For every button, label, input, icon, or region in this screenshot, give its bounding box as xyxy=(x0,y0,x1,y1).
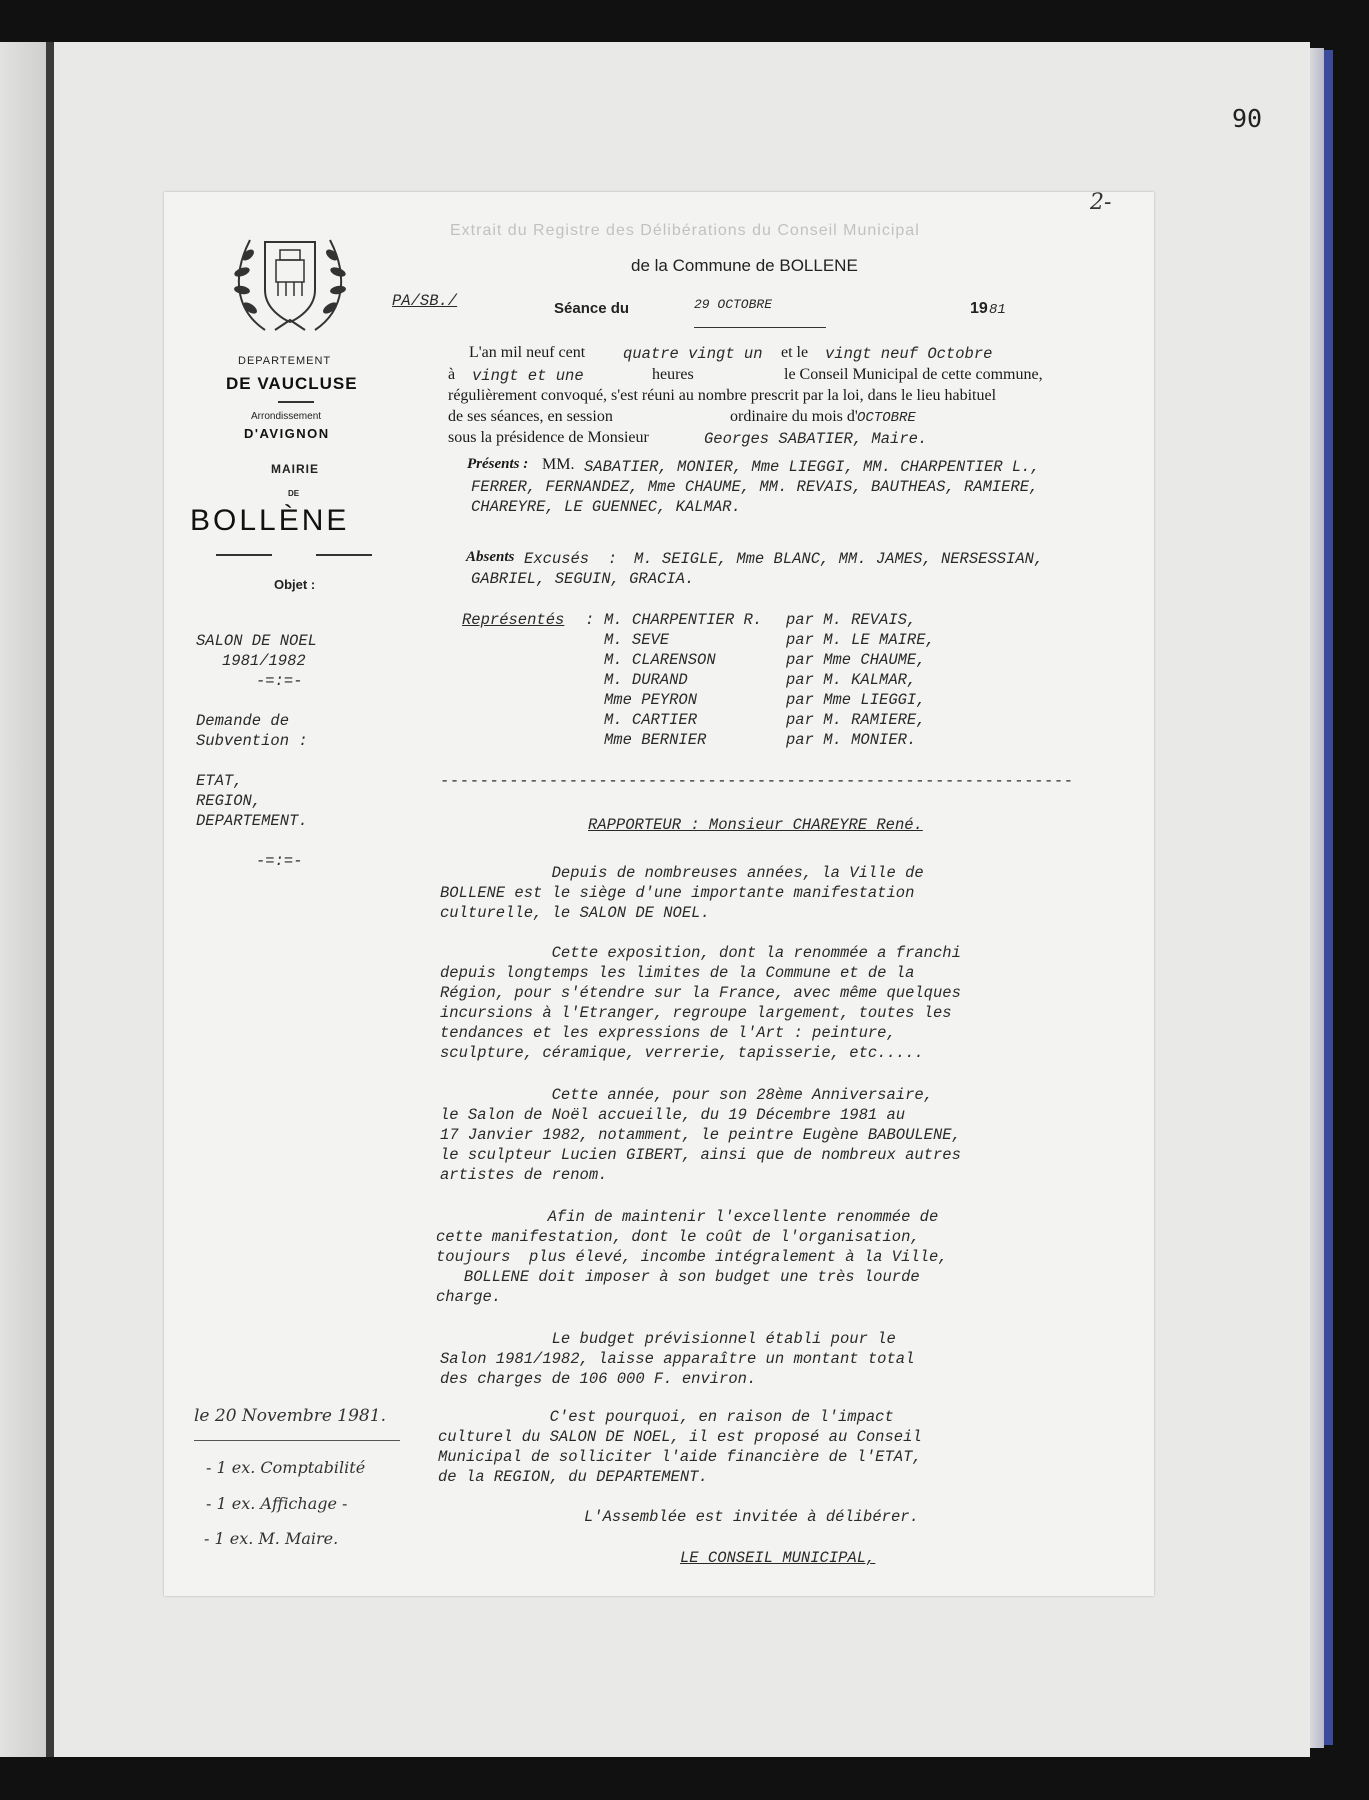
preamble-5b: Georges SABATIER, Maire. xyxy=(704,430,928,448)
body-line: culturelle, le SALON DE NOEL. xyxy=(440,904,710,922)
year-suffix: 81 xyxy=(989,302,1006,318)
body-line: toujours plus élevé, incombe intégralement à la Ville, xyxy=(436,1248,948,1266)
de-label: DE xyxy=(288,489,300,498)
handwritten-date: le 20 Novembre 1981. xyxy=(194,1406,386,1426)
cover-edge xyxy=(1324,50,1333,1745)
represented-by: par M. LE MAIRE, xyxy=(786,631,935,649)
preamble-1c: et le xyxy=(781,344,809,361)
page-edges xyxy=(1310,48,1324,1748)
arrondissement-label: Arrondissement xyxy=(251,411,322,422)
departement-label: DEPARTEMENT xyxy=(238,355,332,367)
body-line: culturel du SALON DE NOEL, il est proposé au Conseil xyxy=(438,1428,922,1446)
conseil-municipal: LE CONSEIL MUNICIPAL, xyxy=(680,1549,876,1567)
preamble-4b: ordinaire du mois d' xyxy=(730,408,858,425)
preamble-5a: sous la présidence de Monsieur xyxy=(448,429,649,446)
body-line: Région, pour s'étendre sur la France, avec même quelques xyxy=(440,984,961,1002)
presents-label: Présents : xyxy=(467,456,529,472)
subject-line-2: 1981/1982 xyxy=(222,652,306,670)
body-line: le Salon de Noël accueille, du 19 Décembre 1981 au xyxy=(440,1106,906,1124)
preamble-4c: OCTOBRE xyxy=(857,410,916,426)
represented-member: Mme PEYRON xyxy=(604,691,698,709)
body-line: le sculpteur Lucien GIBERT, ainsi que de nombreux autres xyxy=(440,1146,961,1164)
objet-label: Objet : xyxy=(274,577,316,592)
year-prefix: 19 xyxy=(970,300,988,317)
extract-title-faded: Extrait du Registre des Délibérations du Conseil Municipal xyxy=(450,222,920,239)
subject-separator: -=:=- xyxy=(256,672,303,690)
represented-member: M. SEVE xyxy=(604,631,670,649)
coat-of-arms-icon xyxy=(220,220,360,340)
commune-heading: de la Commune de BOLLENE xyxy=(631,256,858,275)
preamble-2a: à xyxy=(448,366,456,383)
represented-by: par M. REVAIS, xyxy=(786,611,917,629)
body-line: Municipal de solliciter l'aide financière de l'ETAT, xyxy=(438,1448,922,1466)
absents-line-1: M. SEIGLE, Mme BLANC, MM. JAMES, NERSESSIAN, xyxy=(634,550,1044,568)
subject-line-5: ETAT, xyxy=(196,772,243,790)
preamble-1b: quatre vingt un xyxy=(623,345,763,363)
preamble-2b: vingt et une xyxy=(472,367,584,385)
body-line: depuis longtemps les limites de la Commune et de la xyxy=(440,964,915,982)
presents-line-2: FERRER, FERNANDEZ, Mme CHAUME, MM. REVAIS, BAUTHEAS, RAMIERE, xyxy=(471,478,1039,496)
represented-by: par Mme LIEGGI, xyxy=(786,691,926,709)
represented-by: par M. KALMAR, xyxy=(786,671,917,689)
handwritten-copy-3: - 1 ex. M. Maire. xyxy=(204,1529,339,1548)
subject-line-3: Demande de xyxy=(196,712,290,730)
subject-line-7: DEPARTEMENT. xyxy=(196,812,308,830)
body-line: Cette exposition, dont la renommée a franchi xyxy=(440,944,961,962)
section-divider: ---------------------------------------------------------------- xyxy=(440,772,1074,790)
subject-separator-2: -=:=- xyxy=(256,852,303,870)
book-spine xyxy=(46,42,54,1757)
seance-label: Séance du xyxy=(554,300,630,317)
page-number: 90 xyxy=(1232,104,1263,133)
preamble-1d: vingt neuf Octobre xyxy=(825,345,993,363)
presents-line-3: CHAREYRE, LE GUENNEC, KALMAR. xyxy=(471,498,741,516)
reference-code: PA/SB./ xyxy=(392,292,458,310)
preamble-1a: L'an mil neuf cent xyxy=(469,344,586,361)
body-line: BOLLENE est le siège d'une importante manifestation xyxy=(440,884,915,902)
body-line: sculpture, céramique, verrerie, tapisserie, etc..... xyxy=(440,1044,924,1062)
invite-deliberer: L'Assemblée est invitée à délibérer. xyxy=(584,1508,919,1526)
represented-by: par M. RAMIERE, xyxy=(786,711,926,729)
body-line: incursions à l'Etranger, regroupe largement, toutes les xyxy=(440,1004,952,1022)
body-line: de la REGION, du DEPARTEMENT. xyxy=(438,1468,708,1486)
body-line: Salon 1981/1982, laisse apparaître un montant total xyxy=(440,1350,915,1368)
handwritten-copy-1: - 1 ex. Comptabilité xyxy=(206,1458,366,1477)
handwritten-copy-2: - 1 ex. Affichage - xyxy=(206,1494,348,1513)
arrondissement-name: D'AVIGNON xyxy=(244,426,330,441)
body-line: des charges de 106 000 F. environ. xyxy=(440,1370,757,1388)
subject-line-4: Subvention : xyxy=(196,732,308,750)
body-line: Le budget prévisionnel établi pour le xyxy=(440,1330,896,1348)
represented-member: M. CHARPENTIER R. xyxy=(604,611,763,629)
presents-mm: MM. xyxy=(542,456,575,473)
represented-member: M. CARTIER xyxy=(604,711,698,729)
mairie-label: MAIRIE xyxy=(271,462,319,476)
representes-label: Représentés xyxy=(462,611,565,629)
presents-line-1: SABATIER, MONIER, Mme LIEGGI, MM. CHARPENTIER L., xyxy=(584,458,1040,476)
left-page xyxy=(0,42,46,1757)
rapporteur: RAPPORTEUR : Monsieur CHAREYRE René. xyxy=(588,816,923,834)
body-line: Cette année, pour son 28ème Anniversaire, xyxy=(440,1086,933,1104)
body-line: BOLLENE doit imposer à son budget une très lourde xyxy=(436,1268,920,1286)
body-line: tendances et les expressions de l'Art : peinture, xyxy=(440,1024,896,1042)
represented-by: par M. MONIER. xyxy=(786,731,917,749)
represented-member: M. CLARENSON xyxy=(604,651,716,669)
preamble-2c: heures xyxy=(652,366,694,383)
body-line: cette manifestation, dont le coût de l'organisation, xyxy=(436,1228,920,1246)
absents-excuses: Excusés : xyxy=(524,550,618,568)
absents-label: Absents xyxy=(466,549,515,565)
body-line: charge. xyxy=(436,1288,502,1306)
represented-member: Mme BERNIER xyxy=(604,731,707,749)
preamble-2d: le Conseil Municipal de cette commune, xyxy=(784,366,1043,383)
representes-colon: : xyxy=(585,611,595,629)
body-line: Depuis de nombreuses années, la Ville de xyxy=(440,864,924,882)
absents-line-2: GABRIEL, SEGUIN, GRACIA. xyxy=(471,570,695,588)
body-line: artistes de renom. xyxy=(440,1166,608,1184)
body-line: C'est pourquoi, en raison de l'impact xyxy=(438,1408,894,1426)
subject-line-6: REGION, xyxy=(196,792,262,810)
document-sheet xyxy=(164,192,1154,1596)
preamble-3: régulièrement convoqué, s'est réuni au nombre prescrit par la loi, dans le lieu habituel xyxy=(448,387,997,404)
body-line: 17 Janvier 1982, notamment, le peintre Eugène BABOULENE, xyxy=(440,1126,961,1144)
preamble-4a: de ses séances, en session xyxy=(448,408,613,425)
body-line: Afin de maintenir l'excellente renommée de xyxy=(436,1208,939,1226)
departement-name: DE VAUCLUSE xyxy=(226,374,358,393)
corner-mark: 2- xyxy=(1090,190,1112,215)
represented-member: M. DURAND xyxy=(604,671,688,689)
town-name: BOLLÈNE xyxy=(190,504,350,537)
subject-line-1: SALON DE NOEL xyxy=(196,632,317,650)
seance-date: 29 OCTOBRE xyxy=(694,297,773,312)
represented-by: par Mme CHAUME, xyxy=(786,651,926,669)
